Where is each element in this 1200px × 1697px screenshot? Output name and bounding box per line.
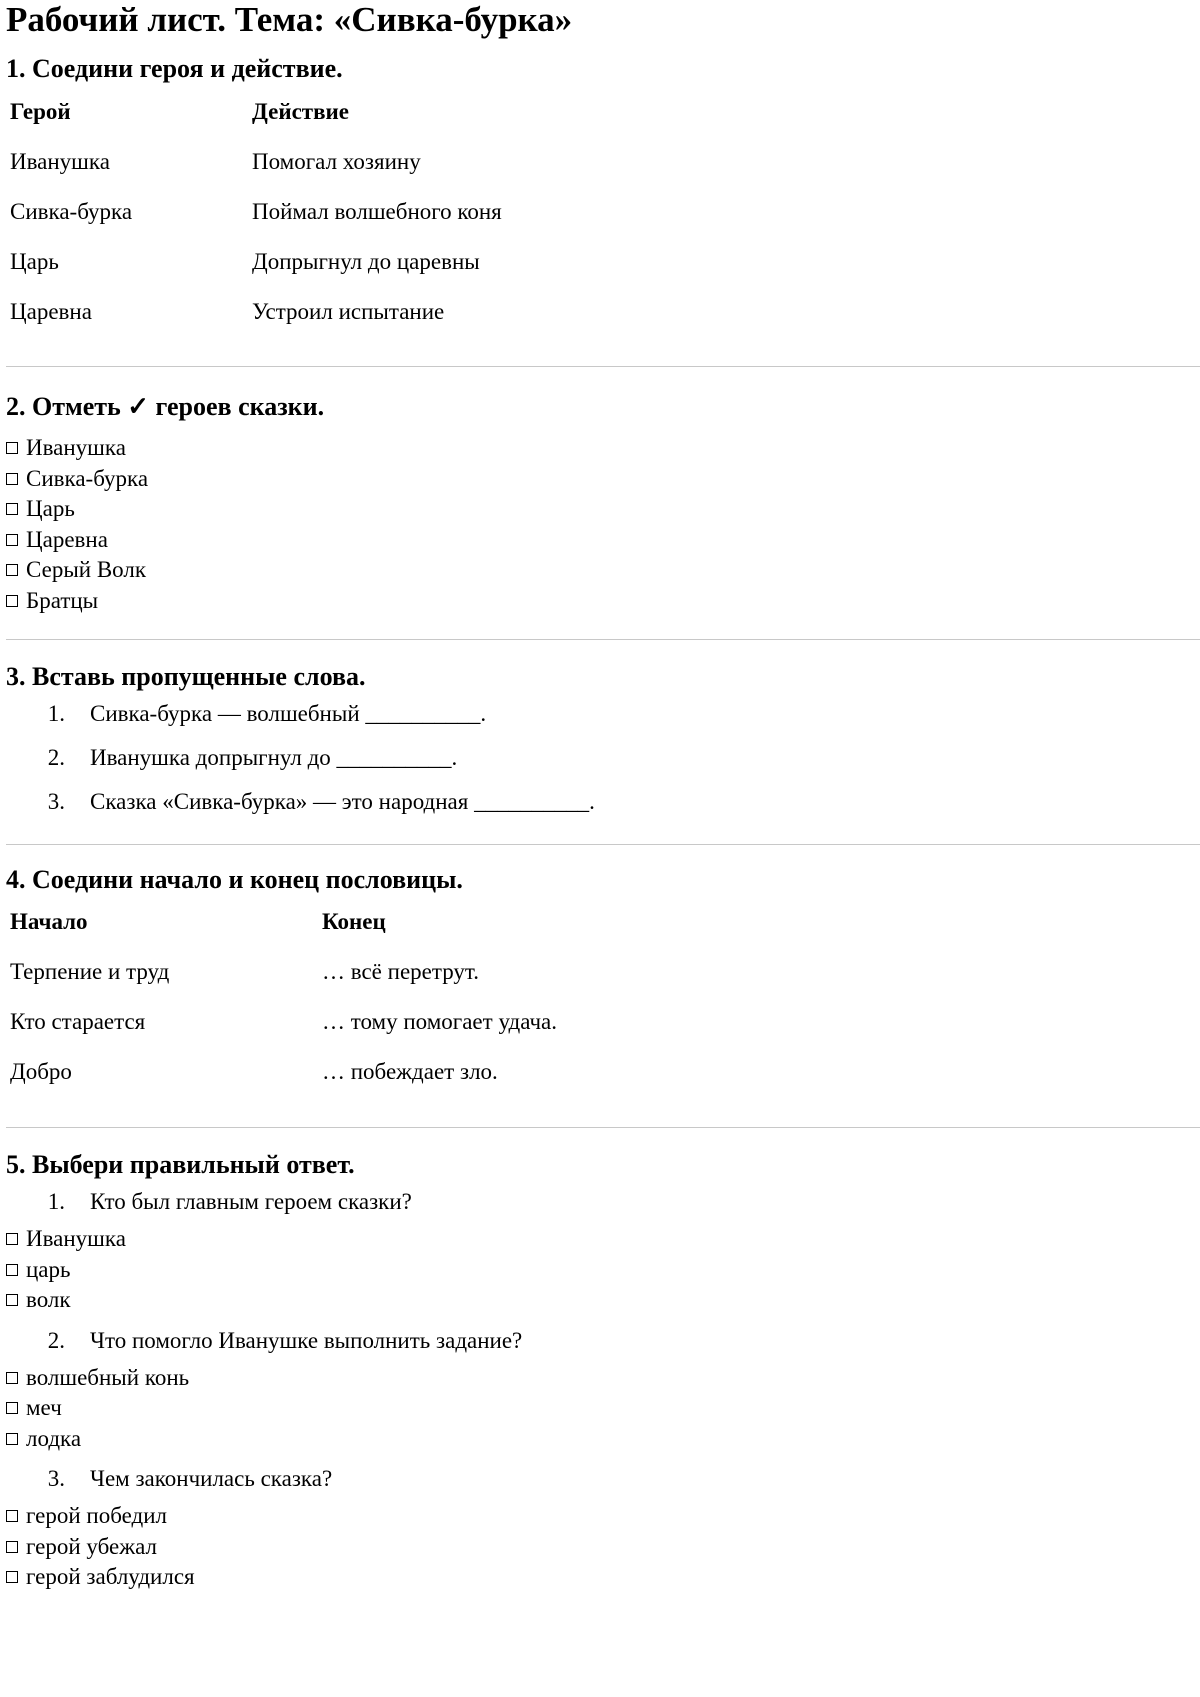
fill-in-sentence: Иванушка допрыгнул до __________. [90, 745, 458, 770]
table-row [10, 1047, 557, 1097]
beginning-cell: Терпение и труд [10, 959, 170, 985]
action-cell: Поймал волшебного коня [252, 199, 502, 225]
question-item [6, 1457, 1194, 1501]
answer-options [6, 1363, 1194, 1455]
hero-action-table [10, 87, 502, 337]
item-number: 1. [47, 701, 65, 726]
hero-cell: Иванушка [10, 149, 110, 175]
option-label: герой победил [26, 1503, 167, 1528]
checklist-label: Царь [26, 496, 75, 521]
option-label: герой убежал [26, 1533, 157, 1559]
checkbox-icon[interactable] [6, 534, 18, 546]
table-header-row [10, 897, 557, 947]
answer-option[interactable] [6, 1424, 1194, 1455]
checkbox-icon[interactable] [6, 442, 18, 454]
proverb-table [10, 897, 557, 1097]
question-text: Что помогло Иванушке выполнить задание? [90, 1327, 523, 1353]
checklist-item[interactable] [6, 555, 1194, 586]
column-header-hero: Герой [10, 99, 71, 125]
action-cell: Допрыгнул до царевны [252, 249, 480, 275]
fill-in-item [6, 692, 1194, 736]
question-list [6, 1180, 1194, 1224]
column-header-beginning: Начало [10, 909, 88, 935]
answer-option[interactable] [6, 1363, 1194, 1394]
fill-in-sentence: Сказка «Сивка-бурка» — это народная __________. [90, 789, 595, 814]
section5-heading: 5. Выбери правильный ответ. [6, 1150, 355, 1179]
checklist-label: Братцы [26, 587, 99, 613]
table-header-row [10, 87, 502, 137]
checklist-item[interactable] [6, 586, 1194, 617]
checkbox-icon[interactable] [6, 1541, 18, 1553]
question-item [6, 1319, 1194, 1363]
checklist-label: Сивка-бурка [26, 465, 149, 491]
ending-cell: … всё перетрут. [322, 959, 479, 985]
option-label: меч [26, 1395, 62, 1420]
table-row [10, 137, 502, 187]
beginning-cell: Добро [10, 1059, 72, 1085]
checkbox-icon[interactable] [6, 1571, 18, 1583]
beginning-cell: Кто старается [10, 1009, 146, 1035]
checklist-label: Царевна [26, 526, 108, 552]
checklist-item[interactable] [6, 464, 1194, 495]
question-list [6, 1319, 1194, 1363]
item-number: 2. [47, 745, 65, 770]
section2-heading: 2. Отметь ✓ героев сказки. [6, 392, 325, 421]
checklist-label: Иванушка [26, 435, 126, 460]
table-row [10, 997, 557, 1047]
answer-option[interactable] [6, 1285, 1194, 1316]
checkbox-icon[interactable] [6, 1433, 18, 1445]
checkbox-icon[interactable] [6, 1372, 18, 1384]
table-row [10, 947, 557, 997]
checkbox-icon[interactable] [6, 473, 18, 485]
heroes-checklist [6, 433, 1194, 616]
item-number: 1. [47, 1189, 65, 1214]
checkbox-icon[interactable] [6, 1233, 18, 1245]
section3-heading: 3. Вставь пропущенные слова. [6, 662, 366, 691]
checkbox-icon[interactable] [6, 564, 18, 576]
hero-cell: Царь [10, 249, 59, 275]
item-number: 3. [47, 1466, 65, 1491]
column-header-ending: Конец [322, 909, 386, 935]
fill-in-item [6, 736, 1194, 780]
section1-heading: 1. Соедини героя и действие. [6, 54, 343, 83]
item-number: 2. [47, 1327, 65, 1353]
hero-cell: Сивка-бурка [10, 199, 133, 225]
action-cell: Помогал хозяину [252, 149, 421, 175]
checkbox-icon[interactable] [6, 1402, 18, 1414]
checkbox-icon[interactable] [6, 1264, 18, 1276]
option-label: волшебный конь [26, 1364, 190, 1390]
table-row [10, 187, 502, 237]
checklist-item[interactable] [6, 494, 1194, 525]
table-row [10, 237, 502, 287]
question-item [6, 1180, 1194, 1224]
column-header-action: Действие [252, 99, 349, 125]
ending-cell: … тому помогает удача. [322, 1009, 558, 1035]
answer-option[interactable] [6, 1255, 1194, 1286]
checklist-item[interactable] [6, 525, 1194, 556]
page-title: Рабочий лист. Тема: «Сивка-бурка» [6, 0, 573, 39]
table-row [10, 287, 502, 337]
ending-cell: … побеждает зло. [322, 1059, 498, 1085]
option-label: Иванушка [26, 1226, 126, 1251]
question-text: Чем закончилась сказка? [90, 1466, 333, 1491]
answer-option[interactable] [6, 1532, 1194, 1563]
answer-option[interactable] [6, 1224, 1194, 1255]
action-cell: Устроил испытание [252, 299, 445, 325]
section4-heading: 4. Соедини начало и конец пословицы. [6, 865, 463, 894]
hero-cell: Царевна [10, 299, 92, 325]
option-label: герой заблудился [26, 1564, 195, 1589]
checkbox-icon[interactable] [6, 595, 18, 607]
answer-options [6, 1501, 1194, 1593]
option-label: волк [26, 1287, 71, 1312]
option-label: царь [26, 1256, 71, 1282]
checkbox-icon[interactable] [6, 1294, 18, 1306]
checklist-label: Серый Волк [26, 557, 147, 582]
fill-in-list [6, 692, 1194, 824]
option-label: лодка [26, 1425, 82, 1451]
answer-option[interactable] [6, 1501, 1194, 1532]
fill-in-sentence: Сивка-бурка — волшебный __________. [90, 701, 487, 726]
checklist-item[interactable] [6, 433, 1194, 464]
answer-option[interactable] [6, 1393, 1194, 1424]
fill-in-item [6, 780, 1194, 824]
checkbox-icon[interactable] [6, 503, 18, 515]
answer-option[interactable] [6, 1562, 1194, 1593]
item-number: 3. [47, 789, 65, 814]
answer-options [6, 1224, 1194, 1316]
checkbox-icon[interactable] [6, 1510, 18, 1522]
question-text: Кто был главным героем сказки? [90, 1189, 412, 1214]
question-list [6, 1457, 1194, 1501]
